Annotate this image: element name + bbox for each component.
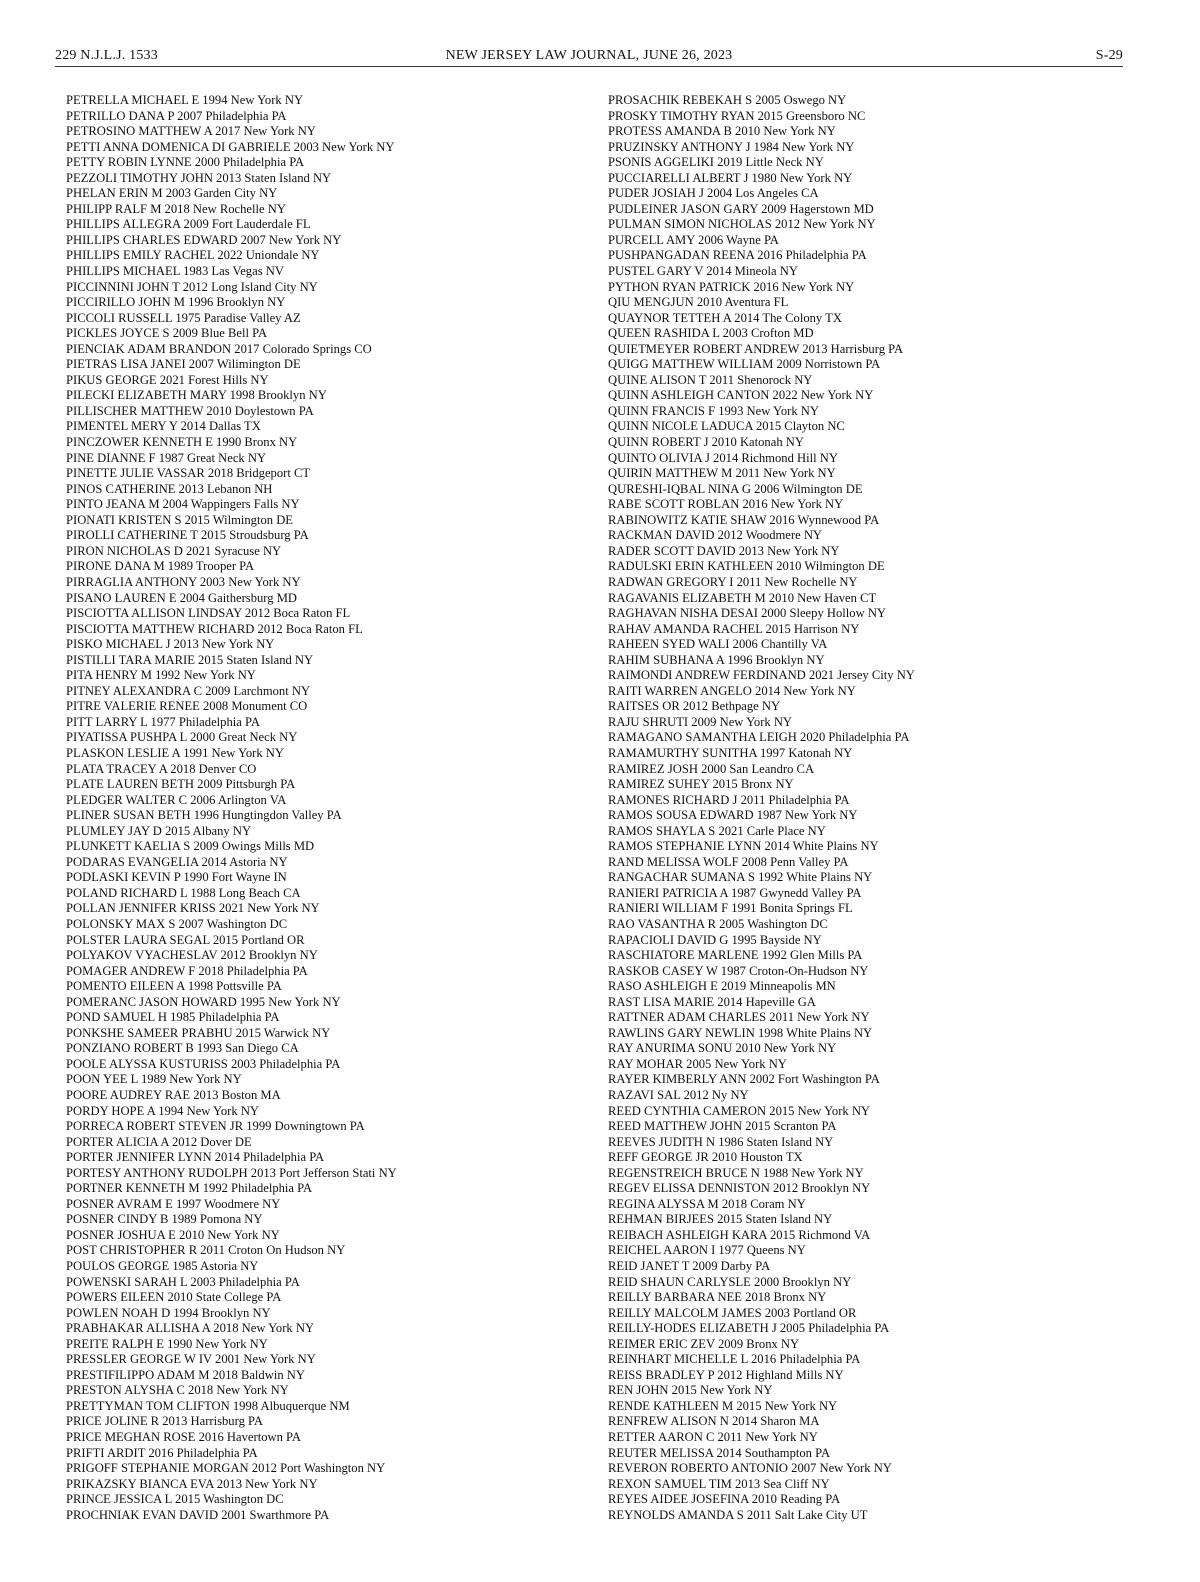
list-item: RAHEEN SYED WALI 2006 Chantilly VA bbox=[608, 637, 828, 652]
list-item: PUDER JOSIAH J 2004 Los Angeles CA bbox=[608, 186, 819, 201]
list-item: QUINTO OLIVIA J 2014 Richmond Hill NY bbox=[608, 450, 838, 465]
list-item: RAMAGANO SAMANTHA LEIGH 2020 Philadelphia PA bbox=[608, 730, 910, 745]
page-number: S-29 bbox=[1095, 48, 1123, 63]
list-item: RAZAVI SAL 2012 Ny NY bbox=[608, 1088, 749, 1102]
list-item: REFF GEORGE JR 2010 Houston TX bbox=[608, 1150, 803, 1165]
list-item: RADER SCOTT DAVID 2013 New York NY bbox=[608, 543, 840, 558]
list-item: PITRE VALERIE RENEE 2008 Monument CO bbox=[66, 699, 308, 714]
list-item: PILLISCHER MATTHEW 2010 Doylestown PA bbox=[66, 403, 314, 418]
list-item: PRINCE JESSICA L 2015 Washington DC bbox=[66, 1492, 284, 1507]
list-item: REICHEL AARON I 1977 Queens NY bbox=[608, 1243, 806, 1258]
list-item: PRESSLER GEORGE W IV 2001 New York NY bbox=[66, 1352, 316, 1367]
list-item: RAJU SHRUTI 2009 New York NY bbox=[608, 714, 793, 729]
list-item: PRESTIFILIPPO ADAM M 2018 Baldwin NY bbox=[66, 1367, 305, 1382]
list-item: POLONSKY MAX S 2007 Washington DC bbox=[66, 916, 288, 931]
list-item: REXON SAMUEL TIM 2013 Sea Cliff NY bbox=[608, 1476, 830, 1491]
list-item: PIONATI KRISTEN S 2015 Wilmington DE bbox=[66, 512, 294, 527]
list-item: RAMIREZ SUHEY 2015 Bronx NY bbox=[608, 777, 794, 792]
list-item: REYES AIDEE JOSEFINA 2010 Reading PA bbox=[608, 1492, 841, 1507]
list-item: PRICE MEGHAN ROSE 2016 Havertown PA bbox=[66, 1430, 301, 1445]
list-item: RAGAVANIS ELIZABETH M 2010 New Haven CT bbox=[608, 590, 877, 605]
list-item: REIBACH ASHLEIGH KARA 2015 Richmond VA bbox=[608, 1227, 871, 1242]
list-item: PICKLES JOYCE S 2009 Blue Bell PA bbox=[66, 326, 268, 341]
list-item: REYNOLDS AMANDA S 2011 Salt Lake City UT bbox=[608, 1507, 868, 1522]
list-item: REED MATTHEW JOHN 2015 Scranton PA bbox=[608, 1119, 837, 1134]
list-item: PETRELLA MICHAEL E 1994 New York NY bbox=[66, 93, 304, 107]
citation: 229 N.J.L.J. 1533 bbox=[55, 48, 158, 63]
list-item: RAMOS STEPHANIE LYNN 2014 White Plains NY bbox=[608, 839, 879, 854]
list-item: REID JANET T 2009 Darby PA bbox=[608, 1259, 771, 1274]
list-item: POLAND RICHARD L 1988 Long Beach CA bbox=[66, 885, 301, 900]
list-item: PORTESY ANTHONY RUDOLPH 2013 Port Jefferson Stati NY bbox=[66, 1165, 397, 1180]
list-item: REUTER MELISSA 2014 Southampton PA bbox=[608, 1445, 831, 1460]
list-item: POND SAMUEL H 1985 Philadelphia PA bbox=[66, 1010, 280, 1025]
list-item: RATTNER ADAM CHARLES 2011 New York NY bbox=[608, 1010, 870, 1025]
list-item: PORDY HOPE A 1994 New York NY bbox=[66, 1103, 260, 1118]
list-item: POST CHRISTOPHER R 2011 Croton On Hudson NY bbox=[66, 1243, 346, 1258]
list-item: REED CYNTHIA CAMERON 2015 New York NY bbox=[608, 1103, 871, 1118]
list-item: POLSTER LAURA SEGAL 2015 Portland OR bbox=[66, 932, 305, 947]
list-item: RAMIREZ JOSH 2000 San Leandro CA bbox=[608, 761, 815, 776]
list-item: PUCCIARELLI ALBERT J 1980 New York NY bbox=[608, 170, 853, 185]
list-item: RASKOB CASEY W 1987 Croton-On-Hudson NY bbox=[608, 963, 869, 978]
list-item: RAST LISA MARIE 2014 Hapeville GA bbox=[608, 994, 816, 1009]
list-item: RAYER KIMBERLY ANN 2002 Fort Washington PA bbox=[608, 1072, 880, 1087]
list-item: PETTI ANNA DOMENICA DI GABRIELE 2003 New York NY bbox=[66, 139, 395, 154]
list-item: RAHIM SUBHANA A 1996 Brooklyn NY bbox=[608, 652, 825, 667]
list-item: POSNER JOSHUA E 2010 New York NY bbox=[66, 1227, 280, 1242]
list-item: REISS BRADLEY P 2012 Highland Mills NY bbox=[608, 1367, 844, 1382]
list-item: QUINN ASHLEIGH CANTON 2022 New York NY bbox=[608, 388, 874, 403]
list-item: PHILLIPS ALLEGRA 2009 Fort Lauderdale FL bbox=[66, 217, 311, 232]
list-item: PONZIANO ROBERT B 1993 San Diego CA bbox=[66, 1041, 299, 1056]
list-item: PETROSINO MATTHEW A 2017 New York NY bbox=[66, 124, 316, 139]
list-item: POON YEE L 1989 New York NY bbox=[66, 1072, 242, 1087]
list-item: RANGACHAR SUMANA S 1992 White Plains NY bbox=[608, 870, 873, 885]
list-item: PIRONE DANA M 1989 Trooper PA bbox=[66, 559, 255, 574]
list-item: REILLY BARBARA NEE 2018 Bronx NY bbox=[608, 1290, 827, 1305]
list-item: PRIFTI ARDIT 2016 Philadelphia PA bbox=[66, 1445, 258, 1460]
list-item: PINE DIANNE F 1987 Great Neck NY bbox=[66, 450, 267, 465]
list-item: POMERANC JASON HOWARD 1995 New York NY bbox=[66, 994, 341, 1009]
list-item: RAITI WARREN ANGELO 2014 New York NY bbox=[608, 683, 856, 698]
publication-title: NEW JERSEY LAW JOURNAL, JUNE 26, 2023 bbox=[445, 48, 733, 63]
list-item: RASO ASHLEIGH E 2019 Minneapolis MN bbox=[608, 979, 836, 994]
list-item: PICCOLI RUSSELL 1975 Paradise Valley AZ bbox=[66, 310, 301, 325]
list-item: POSNER CINDY B 1989 Pomona NY bbox=[66, 1212, 263, 1227]
list-item: RAND MELISSA WOLF 2008 Penn Valley PA bbox=[608, 854, 849, 869]
list-item: QIU MENGJUN 2010 Aventura FL bbox=[608, 295, 789, 310]
list-item: PROSKY TIMOTHY RYAN 2015 Greensboro NC bbox=[608, 108, 866, 123]
list-item: REILLY MALCOLM JAMES 2003 Portland OR bbox=[608, 1305, 857, 1320]
list-item: POORE AUDREY RAE 2013 Boston MA bbox=[66, 1088, 281, 1102]
list-item: PRABHAKAR ALLISHA A 2018 New York NY bbox=[66, 1321, 315, 1336]
list-item: PODLASKI KEVIN P 1990 Fort Wayne IN bbox=[66, 870, 287, 885]
list-item: QUIRIN MATTHEW M 2011 New York NY bbox=[608, 466, 836, 481]
list-item: PICCINNINI JOHN T 2012 Long Island City NY bbox=[66, 279, 318, 294]
list-item: PORTER ALICIA A 2012 Dover DE bbox=[66, 1134, 252, 1149]
list-item: PRIKAZSKY BIANCA EVA 2013 New York NY bbox=[66, 1476, 318, 1491]
list-item: QUEEN RASHIDA L 2003 Crofton MD bbox=[608, 326, 814, 341]
list-item: PORRECA ROBERT STEVEN JR 1999 Downingtown PA bbox=[66, 1119, 365, 1134]
list-item: PEZZOLI TIMOTHY JOHN 2013 Staten Island NY bbox=[66, 170, 332, 185]
list-item: RABE SCOTT ROBLAN 2016 New York NY bbox=[608, 497, 844, 512]
list-item: POWENSKI SARAH L 2003 Philadelphia PA bbox=[66, 1274, 300, 1289]
list-item: REGEV ELISSA DENNISTON 2012 Brooklyn NY bbox=[608, 1181, 871, 1196]
list-item: RENFREW ALISON N 2014 Sharon MA bbox=[608, 1414, 820, 1429]
list-item: REGINA ALYSSA M 2018 Coram NY bbox=[608, 1196, 806, 1211]
list-item: PULMAN SIMON NICHOLAS 2012 New York NY bbox=[608, 217, 876, 232]
list-item: REILLY-HODES ELIZABETH J 2005 Philadelphia PA bbox=[608, 1321, 890, 1336]
list-item: PODARAS EVANGELIA 2014 Astoria NY bbox=[66, 854, 288, 869]
list-item: RAO VASANTHA R 2005 Washington DC bbox=[608, 916, 828, 931]
list-item: PITNEY ALEXANDRA C 2009 Larchmont NY bbox=[66, 683, 311, 698]
list-item: QUINN NICOLE LADUCA 2015 Clayton NC bbox=[608, 419, 845, 434]
list-item: QUIETMEYER ROBERT ANDREW 2013 Harrisburg PA bbox=[608, 341, 904, 356]
list-item: PORTER JENNIFER LYNN 2014 Philadelphia PA bbox=[66, 1150, 325, 1165]
list-item: PRUZINSKY ANTHONY J 1984 New York NY bbox=[608, 139, 855, 154]
list-item: PISKO MICHAEL J 2013 New York NY bbox=[66, 637, 275, 652]
list-item: RAWLINS GARY NEWLIN 1998 White Plains NY bbox=[608, 1025, 873, 1040]
list-item: PRESTON ALYSHA C 2018 New York NY bbox=[66, 1383, 289, 1398]
list-item: RAY ANURIMA SONU 2010 New York NY bbox=[608, 1041, 837, 1056]
list-item: PISANO LAUREN E 2004 Gaithersburg MD bbox=[66, 590, 297, 605]
list-item: RADWAN GREGORY I 2011 New Rochelle NY bbox=[608, 574, 858, 589]
list-item: PUDLEINER JASON GARY 2009 Hagerstown MD bbox=[608, 201, 874, 216]
list-item: RAY MOHAR 2005 New York NY bbox=[608, 1056, 787, 1071]
list-item: RACKMAN DAVID 2012 Woodmere NY bbox=[608, 528, 823, 543]
list-item: REHMAN BIRJEES 2015 Staten Island NY bbox=[608, 1212, 833, 1227]
list-item: REEVES JUDITH N 1986 Staten Island NY bbox=[608, 1134, 834, 1149]
list-item: QUINN ROBERT J 2010 Katonah NY bbox=[608, 435, 804, 450]
list-item: PITT LARRY L 1977 Philadelphia PA bbox=[66, 714, 260, 729]
list-item: PLATE LAUREN BETH 2009 Pittsburgh PA bbox=[66, 777, 296, 792]
list-item: POLYAKOV VYACHESLAV 2012 Brooklyn NY bbox=[66, 948, 318, 963]
list-item: PISCIOTTA ALLISON LINDSAY 2012 Boca Raton FL bbox=[66, 606, 351, 621]
list-item: PIKUS GEORGE 2021 Forest Hills NY bbox=[66, 372, 269, 387]
list-item: RAIMONDI ANDREW FERDINAND 2021 Jersey City NY bbox=[608, 668, 915, 683]
list-item: PLEDGER WALTER C 2006 Arlington VA bbox=[66, 792, 287, 807]
list-item: PILECKI ELIZABETH MARY 1998 Brooklyn NY bbox=[66, 388, 327, 403]
list-item: PONKSHE SAMEER PRABHU 2015 Warwick NY bbox=[66, 1025, 331, 1040]
list-item: PREITE RALPH E 1990 New York NY bbox=[66, 1336, 268, 1351]
list-item: RAHAV AMANDA RACHEL 2015 Harrison NY bbox=[608, 621, 860, 636]
list-item: PHILLIPS CHARLES EDWARD 2007 New York NY bbox=[66, 232, 342, 247]
list-item: PHILLIPS EMILY RACHEL 2022 Uniondale NY bbox=[66, 248, 320, 263]
list-item: PHELAN ERIN M 2003 Garden City NY bbox=[66, 186, 278, 201]
left-column-list bbox=[66, 93, 586, 1523]
list-item: PURCELL AMY 2006 Wayne PA bbox=[608, 232, 779, 247]
list-item: RASCHIATORE MARLENE 1992 Glen Mills PA bbox=[608, 948, 863, 963]
list-item: PRIGOFF STEPHANIE MORGAN 2012 Port Washington NY bbox=[66, 1461, 386, 1476]
page-header bbox=[55, 48, 1123, 68]
list-item: PINETTE JULIE VASSAR 2018 Bridgeport CT bbox=[66, 466, 311, 481]
list-item: QUAYNOR TETTEH A 2014 The Colony TX bbox=[608, 310, 842, 325]
list-item: RAITSES OR 2012 Bethpage NY bbox=[608, 699, 781, 714]
list-item: PUSHPANGADAN REENA 2016 Philadelphia PA bbox=[608, 248, 867, 263]
list-item: PINOS CATHERINE 2013 Lebanon NH bbox=[66, 481, 273, 496]
list-item: QURESHI-IQBAL NINA G 2006 Wilmington DE bbox=[608, 481, 863, 496]
list-item: RAMOS SHAYLA S 2021 Carle Place NY bbox=[608, 823, 826, 838]
list-item: PIYATISSA PUSHPA L 2000 Great Neck NY bbox=[66, 730, 298, 745]
list-item: PISCIOTTA MATTHEW RICHARD 2012 Boca Raton FL bbox=[66, 621, 363, 636]
list-item: RAPACIOLI DAVID G 1995 Bayside NY bbox=[608, 932, 822, 947]
list-item: PRICE JOLINE R 2013 Harrisburg PA bbox=[66, 1414, 263, 1429]
list-item: QUINE ALISON T 2011 Shenorock NY bbox=[608, 372, 813, 387]
list-item: PORTNER KENNETH M 1992 Philadelphia PA bbox=[66, 1181, 313, 1196]
list-item: PLATA TRACEY A 2018 Denver CO bbox=[66, 761, 257, 776]
list-item: QUINN FRANCIS F 1993 New York NY bbox=[608, 403, 819, 418]
list-item: PYTHON RYAN PATRICK 2016 New York NY bbox=[608, 279, 855, 294]
list-item: POWLEN NOAH D 1994 Brooklyn NY bbox=[66, 1305, 271, 1320]
list-item: REVERON ROBERTO ANTONIO 2007 New York NY bbox=[608, 1461, 892, 1476]
list-item: PROTESS AMANDA B 2010 New York NY bbox=[608, 124, 836, 139]
list-item: POWERS EILEEN 2010 State College PA bbox=[66, 1290, 282, 1305]
list-item: PISTILLI TARA MARIE 2015 Staten Island NY bbox=[66, 652, 314, 667]
list-item: POULOS GEORGE 1985 Astoria NY bbox=[66, 1259, 259, 1274]
list-item: POLLAN JENNIFER KRISS 2021 New York NY bbox=[66, 901, 320, 916]
right-column-list bbox=[608, 93, 1128, 1523]
list-item: RAMONES RICHARD J 2011 Philadelphia PA bbox=[608, 792, 850, 807]
list-item: RADULSKI ERIN KATHLEEN 2010 Wilmington DE bbox=[608, 559, 885, 574]
list-item: RETTER AARON C 2011 New York NY bbox=[608, 1430, 818, 1445]
list-item: PLASKON LESLIE A 1991 New York NY bbox=[66, 745, 284, 760]
list-item: PIRRAGLIA ANTHONY 2003 New York NY bbox=[66, 574, 301, 589]
list-item: PRETTYMAN TOM CLIFTON 1998 Albuquerque NM bbox=[66, 1398, 350, 1413]
list-item: PIETRAS LISA JANEI 2007 Wilimington DE bbox=[66, 357, 301, 372]
list-item: PROSACHIK REBEKAH S 2005 Oswego NY bbox=[608, 93, 847, 107]
list-item: REGENSTREICH BRUCE N 1988 New York NY bbox=[608, 1165, 864, 1180]
list-item: REN JOHN 2015 New York NY bbox=[608, 1383, 773, 1398]
list-item: PLINER SUSAN BETH 1996 Hungtingdon Valley PA bbox=[66, 808, 342, 823]
list-item: PIMENTEL MERY Y 2014 Dallas TX bbox=[66, 419, 261, 434]
list-item: PETRILLO DANA P 2007 Philadelphia PA bbox=[66, 108, 287, 123]
list-item: POMAGER ANDREW F 2018 Philadelphia PA bbox=[66, 963, 308, 978]
list-item: QUIGG MATTHEW WILLIAM 2009 Norristown PA bbox=[608, 357, 881, 372]
list-item: RAMAMURTHY SUNITHA 1997 Katonah NY bbox=[608, 745, 853, 760]
header-rule bbox=[55, 66, 1123, 67]
list-item: RABINOWITZ KATIE SHAW 2016 Wynnewood PA bbox=[608, 512, 880, 527]
list-item: REINHART MICHELLE L 2016 Philadelphia PA bbox=[608, 1352, 861, 1367]
list-item: PINTO JEANA M 2004 Wappingers Falls NY bbox=[66, 497, 300, 512]
list-item: RANIERI PATRICIA A 1987 Gwynedd Valley PA bbox=[608, 885, 862, 900]
list-item: PITA HENRY M 1992 New York NY bbox=[66, 668, 256, 683]
list-item: PSONIS AGGELIKI 2019 Little Neck NY bbox=[608, 155, 824, 170]
list-item: PHILIPP RALF M 2018 New Rochelle NY bbox=[66, 201, 286, 216]
list-item: REID SHAUN CARLYSLE 2000 Brooklyn NY bbox=[608, 1274, 852, 1289]
list-item: RAGHAVAN NISHA DESAI 2000 Sleepy Hollow NY bbox=[608, 606, 887, 621]
list-item: PICCIRILLO JOHN M 1996 Brooklyn NY bbox=[66, 295, 286, 310]
list-item: PLUMLEY JAY D 2015 Albany NY bbox=[66, 823, 252, 838]
list-item: PIROLLI CATHERINE T 2015 Stroudsburg PA bbox=[66, 528, 309, 543]
list-item: RENDE KATHLEEN M 2015 New York NY bbox=[608, 1398, 838, 1413]
list-item: PUSTEL GARY V 2014 Mineola NY bbox=[608, 264, 798, 279]
list-item: POOLE ALYSSA KUSTURISS 2003 Philadelphia PA bbox=[66, 1056, 341, 1071]
list-item: POSNER AVRAM E 1997 Woodmere NY bbox=[66, 1196, 281, 1211]
list-item: PIENCIAK ADAM BRANDON 2017 Colorado Springs CO bbox=[66, 341, 372, 356]
list-item: PHILLIPS MICHAEL 1983 Las Vegas NV bbox=[66, 264, 284, 279]
list-item: PINCZOWER KENNETH E 1990 Bronx NY bbox=[66, 435, 298, 450]
list-item: REIMER ERIC ZEV 2009 Bronx NY bbox=[608, 1336, 800, 1351]
list-item: RAMOS SOUSA EDWARD 1987 New York NY bbox=[608, 808, 858, 823]
list-item: PLUNKETT KAELIA S 2009 Owings Mills MD bbox=[66, 839, 315, 854]
list-item: PETTY ROBIN LYNNE 2000 Philadelphia PA bbox=[66, 155, 305, 170]
list-item: PROCHNIAK EVAN DAVID 2001 Swarthmore PA bbox=[66, 1507, 330, 1522]
list-item: PIRON NICHOLAS D 2021 Syracuse NY bbox=[66, 543, 282, 558]
list-item: POMENTO EILEEN A 1998 Pottsville PA bbox=[66, 979, 282, 994]
list-item: RANIERI WILLIAM F 1991 Bonita Springs FL bbox=[608, 901, 853, 916]
